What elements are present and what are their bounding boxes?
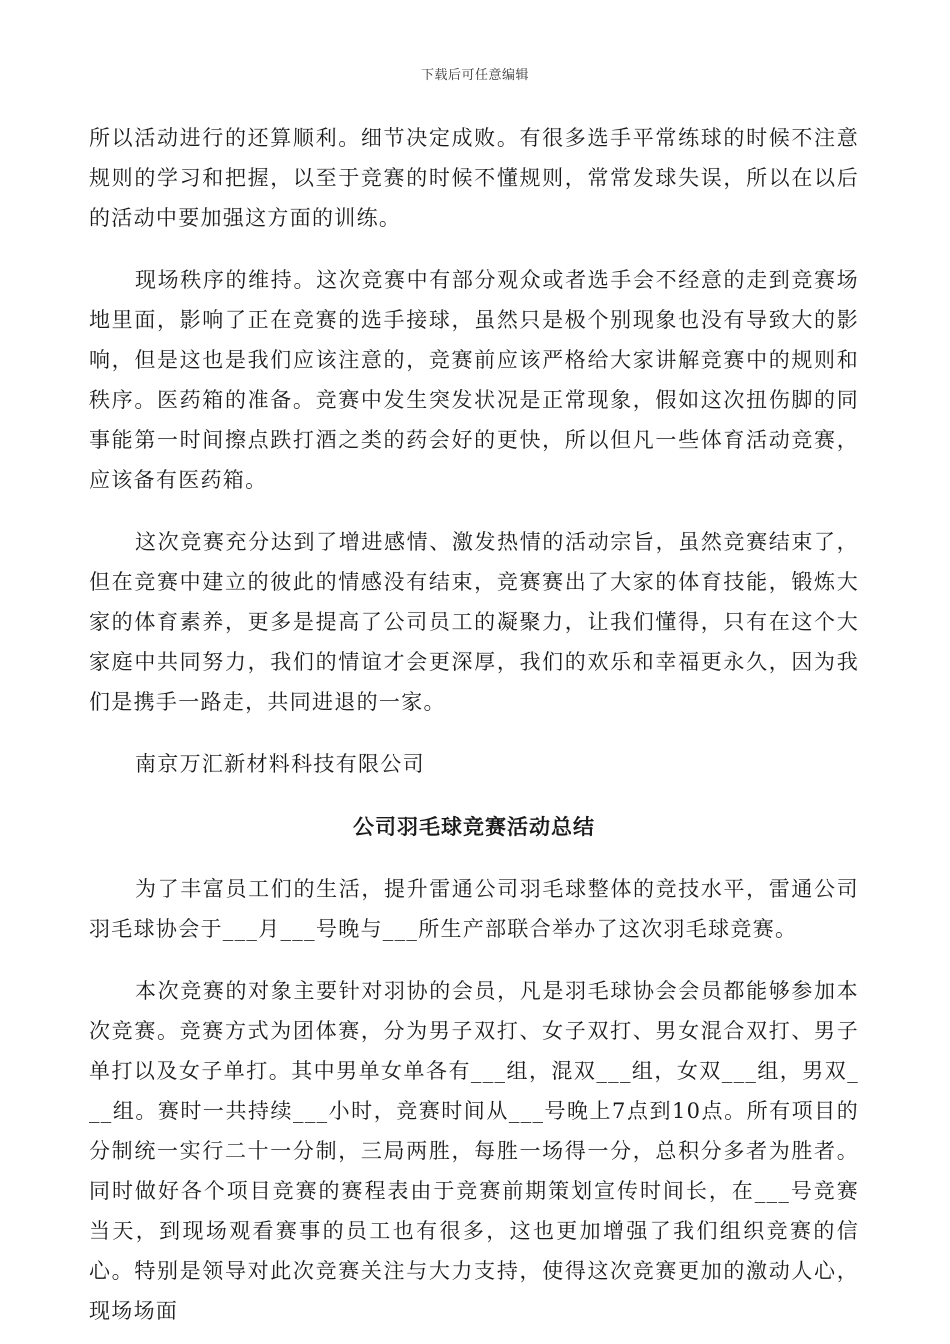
paragraph-competition-details: 本次竞赛的对象主要针对羽协的会员，凡是羽毛球协会会员都能够参加本次竞赛。竞赛方式为团体赛，分为男子双打、女子双打、男女混合双打、男子单打以及女子单打。其中男单女单各有___组，混双___组，女双___组，男双___组。赛时一共持续___小时，竞赛时间从___号晚上7点到10点。所有项目的分制统一实行二十一分制，三局两胜，每胜一场得一分，总积分多者为胜者。同时做好各个项目竞赛的赛程表由于竞赛前期策划宣传时间长，在___号竞赛当天，到现场观看赛事的员工也有很多，这也更加增强了我们组织竞赛的信心。特别是领导对此次竞赛关注与大力支持，使得这次竞赛更加的激动人心，现场场面: [89, 979, 859, 1323]
paragraph-continuation: 所以活动进行的还算顺利。细节决定成败。有很多选手平常练球的时候不注意规则的学习和把握，以至于竞赛的时候不懂规则，常常发球失误，所以在以后的活动中要加强这方面的训练。: [89, 126, 859, 230]
page-header-note: 下载后可任意编辑: [420, 68, 529, 83]
paragraph-introduction: 为了丰富员工们的生活，提升雷通公司羽毛球整体的竞技水平，雷通公司羽毛球协会于___月___号晚与___所生产部联合举办了这次羽毛球竞赛。: [89, 877, 859, 941]
document-body: [89, 118, 859, 1331]
paragraph-order-maintenance: 现场秩序的维持。这次竞赛中有部分观众或者选手会不经意的走到竞赛场地里面，影响了正在竞赛的选手接球，虽然只是极个别现象也没有导致大的影响，但是这也是我们应该注意的，竞赛前应该严格给大家讲解竞赛中的规则和秩序。医药箱的准备。竞赛中发生突发状况是正常现象，假如这次扭伤脚的同事能第一时间擦点跌打酒之类的药会好的更快，所以但凡一些体育活动竞赛，应该备有医药箱。: [89, 268, 859, 492]
paragraph-conclusion: 这次竞赛充分达到了增进感情、激发热情的活动宗旨，虽然竞赛结束了，但在竞赛中建立的彼此的情感没有结束，竞赛赛出了大家的体育技能，锻炼大家的体育素养，更多是提高了公司员工的凝聚力，让我们懂得，只有在这个大家庭中共同努力，我们的情谊才会更深厚，我们的欢乐和幸福更永久，因为我们是携手一路走，共同进退的一家。: [89, 530, 859, 714]
section-title: 公司羽毛球竞赛活动总结: [353, 814, 595, 839]
company-signature: 南京万汇新材料科技有限公司: [135, 752, 425, 776]
